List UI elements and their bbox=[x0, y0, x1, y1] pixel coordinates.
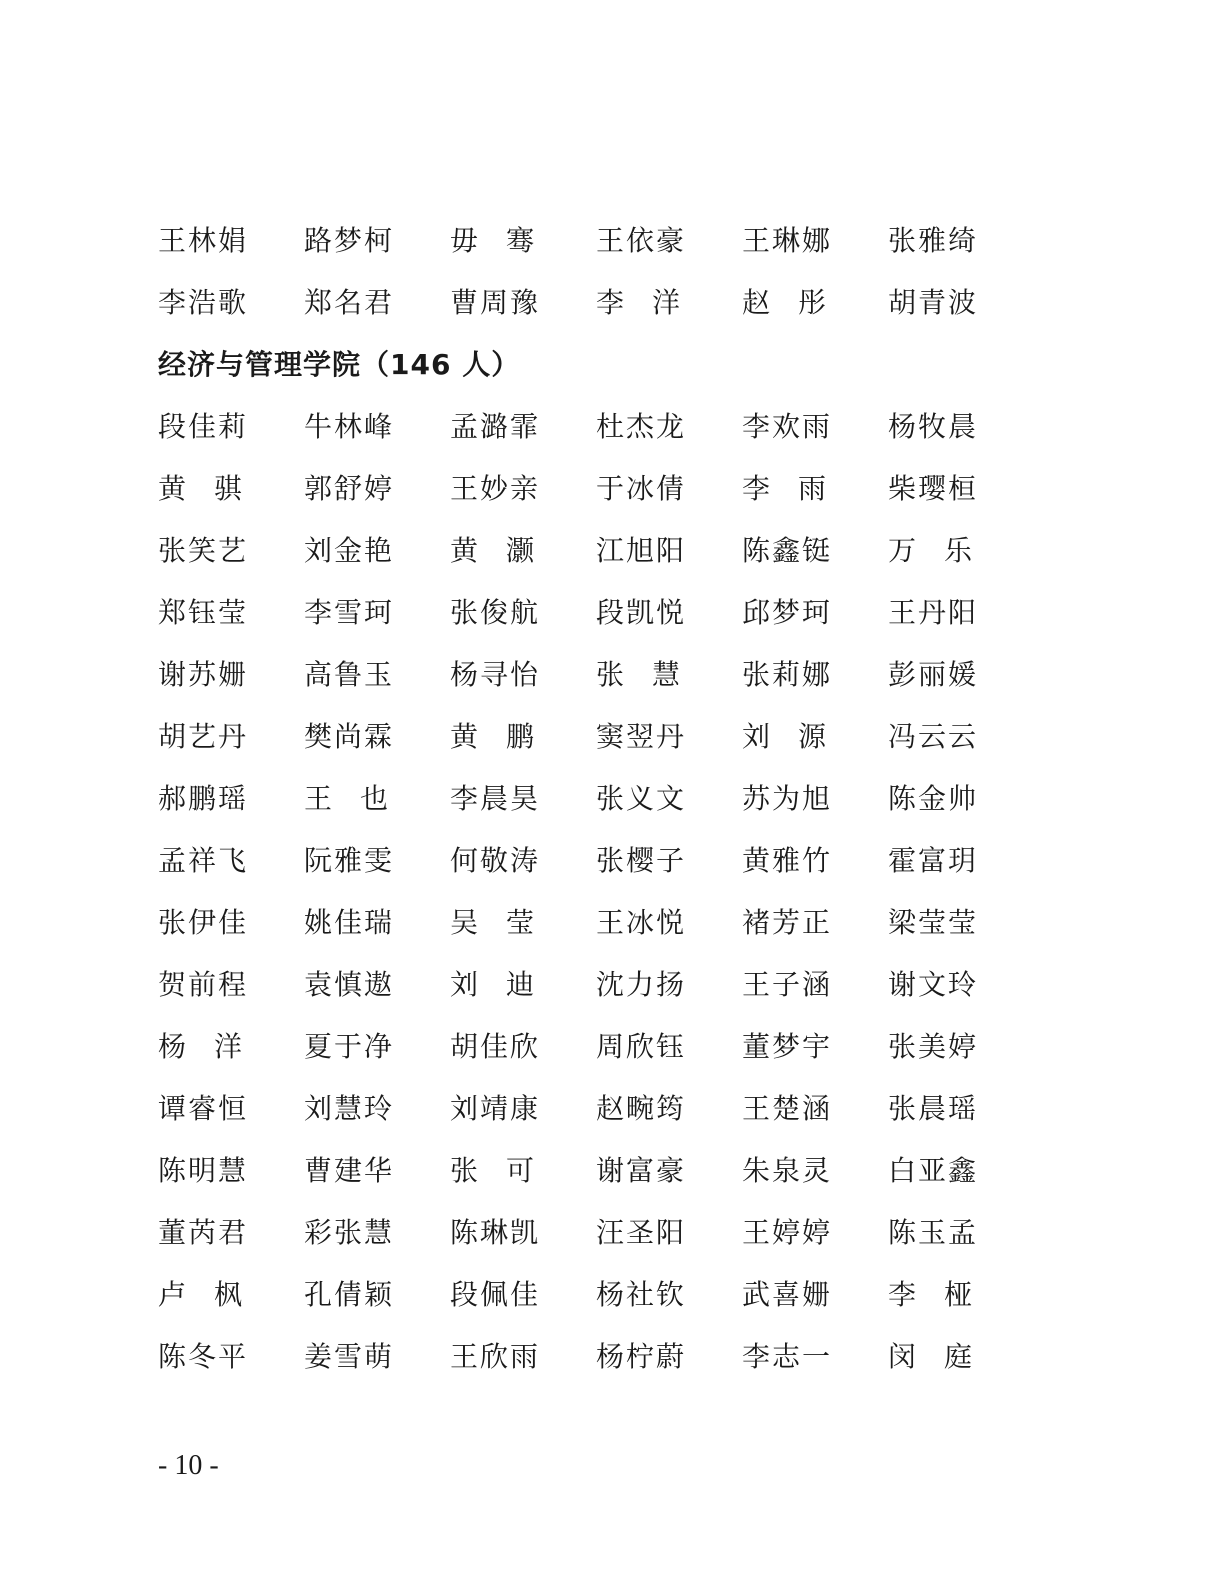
name-cell: 周欣钰 bbox=[596, 1030, 687, 1063]
name-cell: 杨寻怡 bbox=[450, 658, 541, 691]
name-cell: 董梦宇 bbox=[742, 1030, 833, 1063]
name-cell: 段佩佳 bbox=[450, 1278, 541, 1311]
name-cell: 高鲁玉 bbox=[304, 658, 395, 691]
name-cell: 胡青波 bbox=[888, 286, 979, 319]
name-cell: 郭舒婷 bbox=[304, 472, 395, 505]
name-row bbox=[158, 766, 1058, 828]
name-cell: 袁慎遨 bbox=[304, 968, 395, 1001]
name-cell: 王子涵 bbox=[742, 968, 833, 1001]
name-list bbox=[158, 208, 1058, 1386]
name-row bbox=[158, 456, 1058, 518]
name-row bbox=[158, 828, 1058, 890]
name-cell: 李雪珂 bbox=[304, 596, 395, 629]
name-cell: 陈冬平 bbox=[158, 1340, 249, 1373]
name-cell: 杜杰龙 bbox=[596, 410, 687, 443]
name-cell: 陈玉孟 bbox=[888, 1216, 979, 1249]
name-cell: 张笑艺 bbox=[158, 534, 249, 567]
name-row bbox=[158, 518, 1058, 580]
name-cell: 张义文 bbox=[596, 782, 687, 815]
name-cell: 冯云云 bbox=[888, 720, 979, 753]
name-cell: 王依豪 bbox=[596, 224, 687, 257]
name-cell: 万 乐 bbox=[888, 534, 974, 567]
name-cell: 段佳莉 bbox=[158, 410, 249, 443]
page-number: - 10 - bbox=[158, 1450, 219, 1481]
name-cell: 陈明慧 bbox=[158, 1154, 249, 1187]
name-cell: 张莉娜 bbox=[742, 658, 833, 691]
name-cell: 董芮君 bbox=[158, 1216, 249, 1249]
name-row bbox=[158, 890, 1058, 952]
name-cell: 李 洋 bbox=[596, 286, 682, 319]
name-row bbox=[158, 580, 1058, 642]
name-cell: 张俊航 bbox=[450, 596, 541, 629]
name-cell: 杨牧晨 bbox=[888, 410, 979, 443]
name-cell: 窦翌丹 bbox=[596, 720, 687, 753]
name-cell: 陈鑫铤 bbox=[742, 534, 833, 567]
name-cell: 于冰倩 bbox=[596, 472, 687, 505]
name-cell: 刘靖康 bbox=[450, 1092, 541, 1125]
name-cell: 路梦柯 bbox=[304, 224, 395, 257]
name-cell: 王楚涵 bbox=[742, 1092, 833, 1125]
name-cell: 张 慧 bbox=[596, 658, 682, 691]
name-cell: 黄 鹏 bbox=[450, 720, 536, 753]
name-cell: 黄 骐 bbox=[158, 472, 244, 505]
name-cell: 刘金艳 bbox=[304, 534, 395, 567]
name-cell: 陈金帅 bbox=[888, 782, 979, 815]
name-cell: 王林娟 bbox=[158, 224, 249, 257]
name-cell: 张 可 bbox=[450, 1154, 536, 1187]
name-row bbox=[158, 1076, 1058, 1138]
name-row bbox=[158, 394, 1058, 456]
name-cell: 武喜姗 bbox=[742, 1278, 833, 1311]
name-cell: 胡佳欣 bbox=[450, 1030, 541, 1063]
previous-section-rows bbox=[158, 208, 1058, 332]
name-cell: 梁莹莹 bbox=[888, 906, 979, 939]
name-cell: 吴 莹 bbox=[450, 906, 536, 939]
name-cell: 邱梦珂 bbox=[742, 596, 833, 629]
name-cell: 沈力扬 bbox=[596, 968, 687, 1001]
name-cell: 王欣雨 bbox=[450, 1340, 541, 1373]
name-cell: 刘 源 bbox=[742, 720, 828, 753]
name-cell: 郑钰莹 bbox=[158, 596, 249, 629]
name-cell: 谢富豪 bbox=[596, 1154, 687, 1187]
name-cell: 刘 迪 bbox=[450, 968, 536, 1001]
name-cell: 阮雅雯 bbox=[304, 844, 395, 877]
name-cell: 褚芳正 bbox=[742, 906, 833, 939]
name-row bbox=[158, 1262, 1058, 1324]
section-name-rows bbox=[158, 394, 1058, 1386]
name-cell: 姚佳瑞 bbox=[304, 906, 395, 939]
name-row bbox=[158, 952, 1058, 1014]
name-cell: 孟潞霏 bbox=[450, 410, 541, 443]
name-row bbox=[158, 208, 1058, 270]
name-cell: 李志一 bbox=[742, 1340, 833, 1373]
name-cell: 曹周豫 bbox=[450, 286, 541, 319]
name-cell: 姜雪萌 bbox=[304, 1340, 395, 1373]
name-cell: 张美婷 bbox=[888, 1030, 979, 1063]
name-cell: 贺前程 bbox=[158, 968, 249, 1001]
name-cell: 王丹阳 bbox=[888, 596, 979, 629]
name-cell: 白亚鑫 bbox=[888, 1154, 979, 1187]
name-cell: 孔倩颖 bbox=[304, 1278, 395, 1311]
name-cell: 黄雅竹 bbox=[742, 844, 833, 877]
name-cell: 胡艺丹 bbox=[158, 720, 249, 753]
name-row bbox=[158, 1138, 1058, 1200]
name-cell: 张晨瑶 bbox=[888, 1092, 979, 1125]
name-cell: 霍富玥 bbox=[888, 844, 979, 877]
name-cell: 闵 庭 bbox=[888, 1340, 974, 1373]
name-cell: 张伊佳 bbox=[158, 906, 249, 939]
name-cell: 孟祥飞 bbox=[158, 844, 249, 877]
name-cell: 王 也 bbox=[304, 782, 390, 815]
name-cell: 张雅绮 bbox=[888, 224, 979, 257]
name-cell: 牛林峰 bbox=[304, 410, 395, 443]
name-cell: 陈琳凯 bbox=[450, 1216, 541, 1249]
name-cell: 李晨昊 bbox=[450, 782, 541, 815]
name-row bbox=[158, 270, 1058, 332]
name-cell: 杨 洋 bbox=[158, 1030, 244, 1063]
name-cell: 柴璎桓 bbox=[888, 472, 979, 505]
section-heading: 经济与管理学院（146 人） bbox=[158, 348, 521, 381]
name-cell: 谭睿恒 bbox=[158, 1092, 249, 1125]
name-cell: 赵 彤 bbox=[742, 286, 828, 319]
name-cell: 王婷婷 bbox=[742, 1216, 833, 1249]
name-cell: 黄 灏 bbox=[450, 534, 536, 567]
name-row bbox=[158, 1200, 1058, 1262]
name-cell: 谢苏姗 bbox=[158, 658, 249, 691]
name-cell: 李 雨 bbox=[742, 472, 828, 505]
name-cell: 江旭阳 bbox=[596, 534, 687, 567]
name-row bbox=[158, 1014, 1058, 1076]
name-cell: 杨柠蔚 bbox=[596, 1340, 687, 1373]
name-cell: 苏为旭 bbox=[742, 782, 833, 815]
name-cell: 赵畹筠 bbox=[596, 1092, 687, 1125]
name-cell: 毋 骞 bbox=[450, 224, 536, 257]
name-row bbox=[158, 704, 1058, 766]
name-cell: 曹建华 bbox=[304, 1154, 395, 1187]
name-cell: 刘慧玲 bbox=[304, 1092, 395, 1125]
name-cell: 汪圣阳 bbox=[596, 1216, 687, 1249]
name-cell: 杨社钦 bbox=[596, 1278, 687, 1311]
name-cell: 郝鹏瑶 bbox=[158, 782, 249, 815]
name-cell: 李 桠 bbox=[888, 1278, 974, 1311]
name-cell: 段凯悦 bbox=[596, 596, 687, 629]
name-cell: 彩张慧 bbox=[304, 1216, 395, 1249]
name-cell: 王冰悦 bbox=[596, 906, 687, 939]
name-cell: 李欢雨 bbox=[742, 410, 833, 443]
name-cell: 王琳娜 bbox=[742, 224, 833, 257]
name-row bbox=[158, 1324, 1058, 1386]
name-cell: 李浩歌 bbox=[158, 286, 249, 319]
name-cell: 夏于净 bbox=[304, 1030, 395, 1063]
name-cell: 谢文玲 bbox=[888, 968, 979, 1001]
name-cell: 樊尚霖 bbox=[304, 720, 395, 753]
name-cell: 朱泉灵 bbox=[742, 1154, 833, 1187]
name-cell: 王妙亲 bbox=[450, 472, 541, 505]
name-cell: 何敬涛 bbox=[450, 844, 541, 877]
name-cell: 郑名君 bbox=[304, 286, 395, 319]
name-cell: 张樱子 bbox=[596, 844, 687, 877]
name-cell: 彭丽媛 bbox=[888, 658, 979, 691]
name-row bbox=[158, 642, 1058, 704]
name-cell: 卢 枫 bbox=[158, 1278, 244, 1311]
